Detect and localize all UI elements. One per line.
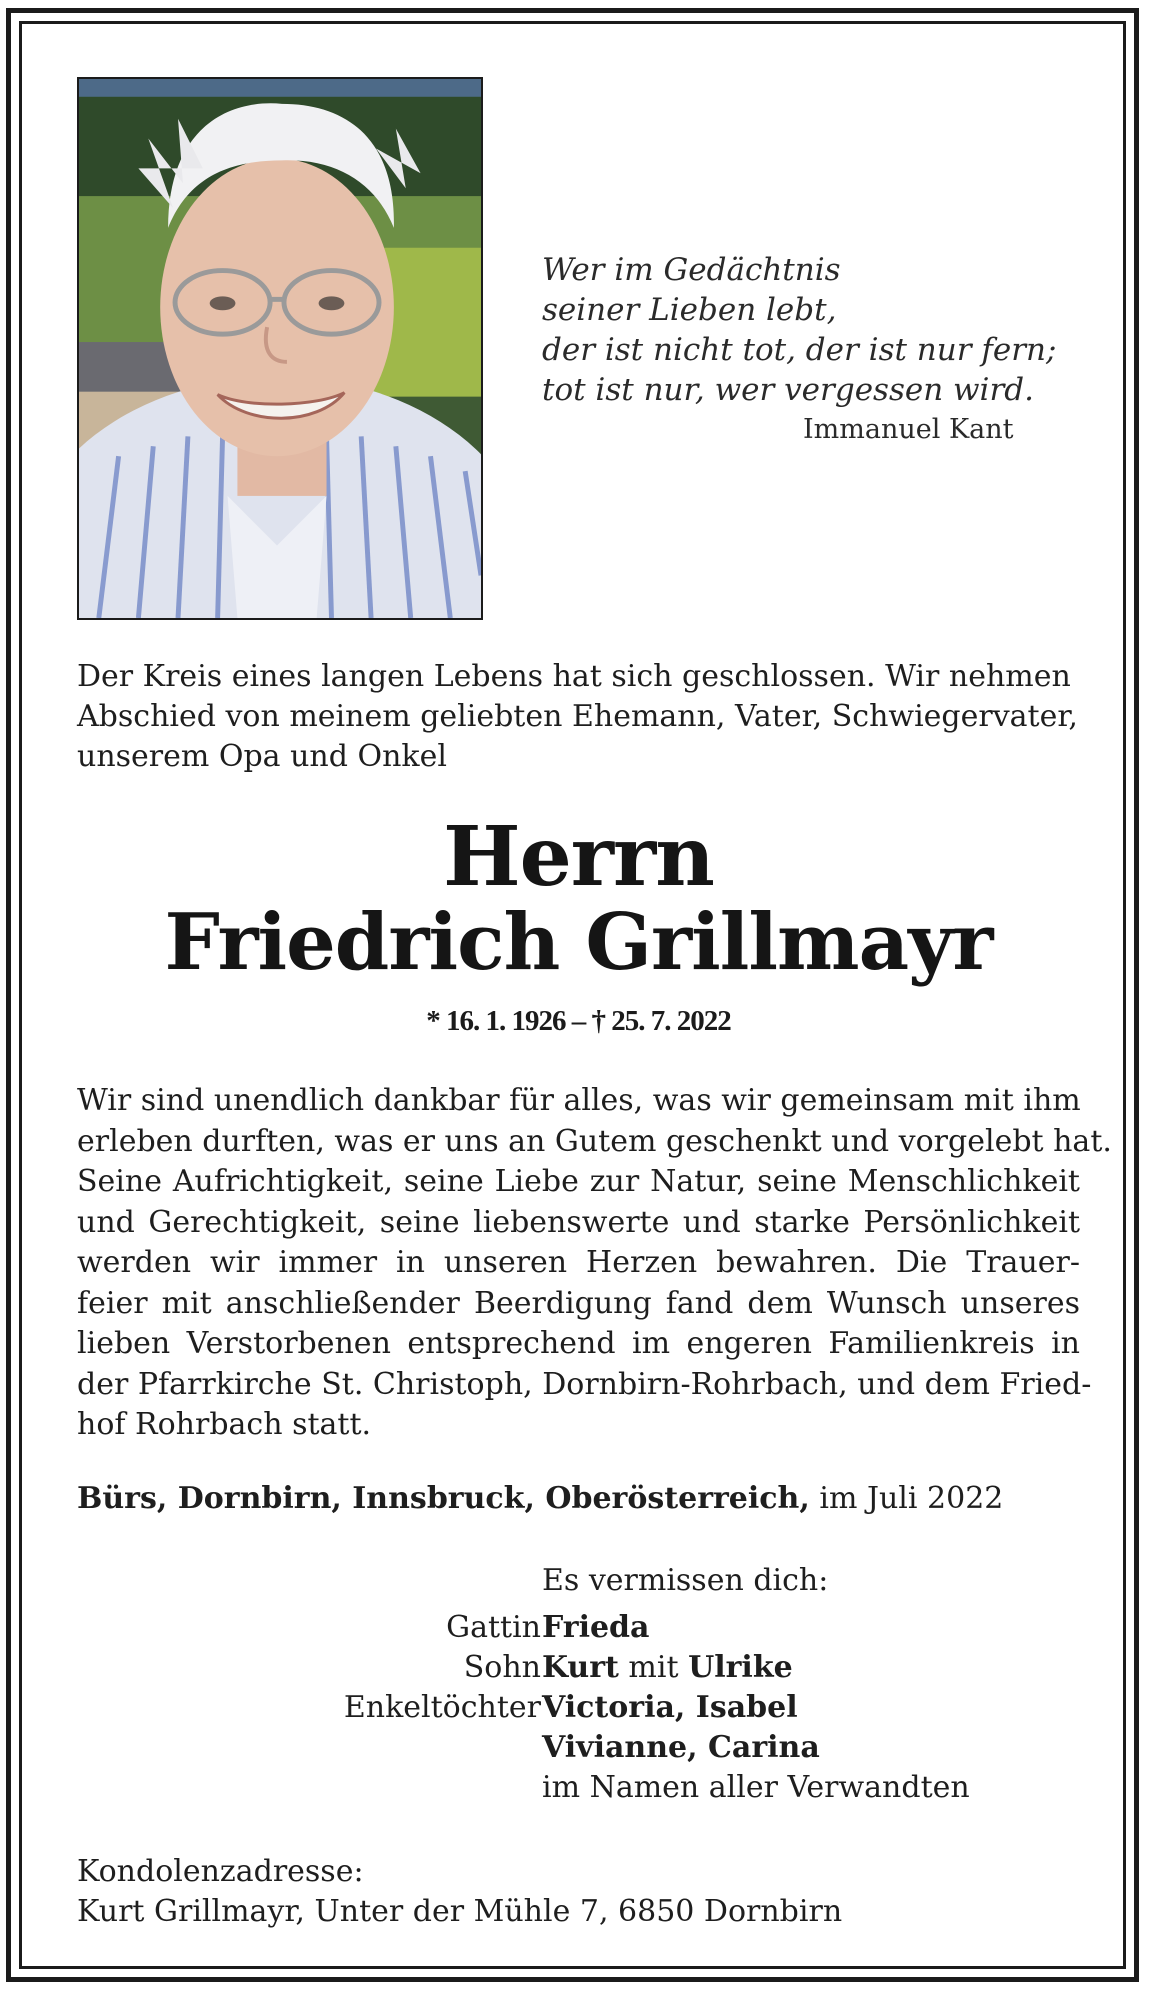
- tribute-line: hof Rohrbach statt.: [77, 1407, 372, 1442]
- condolence-label: Kondolenzadresse:: [77, 1854, 364, 1889]
- tribute-line: Seine Aufrichtigkeit, seine Liebe zur Natur, seine Menschlichkeit: [77, 1164, 1080, 1199]
- tribute-line: werden wir immer in unseren Herzen bewahren. Die Trauer-: [77, 1245, 1080, 1280]
- mourner-name: Victoria, Isabel: [542, 1690, 798, 1725]
- quote-author: Immanuel Kant: [803, 414, 1014, 445]
- tribute-line: lieben Verstorbenen entsprechend im engeren Familienkreis in: [77, 1326, 1080, 1361]
- intro-paragraph: [77, 657, 1082, 777]
- mourners-closing: im Namen aller Verwandten: [542, 1770, 970, 1805]
- mourner-row: [200, 1688, 1080, 1728]
- mourner-role: Gattin: [446, 1610, 541, 1645]
- memorial-quote: [542, 250, 1057, 410]
- notice-date: im Juli 2022: [809, 1481, 1004, 1516]
- tribute-line: der Pfarrkirche St. Christoph, Dornbirn-Rohrbach, und dem Fried-: [77, 1366, 1092, 1402]
- locations: Bürs, Dornbirn, Innsbruck, Oberösterreich,: [77, 1481, 810, 1516]
- mourner-names: [542, 1608, 649, 1648]
- mourner-connector: mit: [618, 1650, 689, 1685]
- mourner-name: Vivianne, Carina: [542, 1730, 820, 1765]
- quote-line: der ist nicht tot, der ist nur fern;: [542, 332, 1057, 368]
- quote-line: Wer im Gedächtnis: [542, 252, 841, 288]
- tribute-line: Wir sind unendlich dankbar für alles, was wir gemeinsam mit ihm: [77, 1083, 1081, 1118]
- mourner-role: Sohn: [463, 1650, 541, 1685]
- life-dates: * 16. 1. 1926 – † 25. 7. 2022: [426, 1005, 731, 1037]
- mourners-header: Es vermissen dich:: [542, 1563, 829, 1598]
- intro-line: Der Kreis eines langen Lebens hat sich geschlossen. Wir nehmen: [77, 659, 1071, 694]
- mourner-names: [542, 1648, 793, 1688]
- tribute-line: feier mit anschließender Beerdigung fand dem Wunsch unseres: [77, 1285, 1080, 1321]
- mourner-names: [542, 1728, 820, 1768]
- place-and-date: [77, 1479, 1003, 1519]
- mourner-row: [200, 1608, 1080, 1648]
- mourner-row: [200, 1728, 1080, 1768]
- tribute-paragraph: [77, 1081, 1112, 1446]
- quote-line: seiner Lieben lebt,: [542, 292, 837, 328]
- condolence-address: [77, 1852, 842, 1932]
- portrait-photo: [77, 77, 483, 620]
- deceased-name: Friedrich Grillmayr: [164, 897, 993, 988]
- mourner-name: Ulrike: [688, 1650, 793, 1685]
- tribute-line: und Gerechtigkeit, seine liebenswerte und starke Persönlichkeit: [77, 1204, 1080, 1240]
- honorific: Herrn: [443, 809, 714, 905]
- tribute-line: erleben durften, was er uns an Gutem geschenkt und vorgelebt hat.: [77, 1123, 1112, 1159]
- condolence-address-line: Kurt Grillmayr, Unter der Mühle 7, 6850 Dornbirn: [77, 1894, 843, 1929]
- quote-line: tot ist nur, wer vergessen wird.: [542, 372, 1034, 408]
- intro-line: Abschied von meinem geliebten Ehemann, Vater, Schwiegervater,: [77, 699, 1078, 734]
- mourner-names: [542, 1688, 798, 1728]
- mourners-list: [200, 1608, 1080, 1808]
- intro-line: unserem Opa und Onkel: [77, 739, 447, 774]
- mourner-name: Frieda: [542, 1610, 650, 1645]
- mourner-name: Kurt: [542, 1650, 619, 1685]
- mourner-row: [200, 1648, 1080, 1688]
- mourner-row: [200, 1768, 1080, 1808]
- mourner-role: Enkeltöchter: [343, 1690, 541, 1725]
